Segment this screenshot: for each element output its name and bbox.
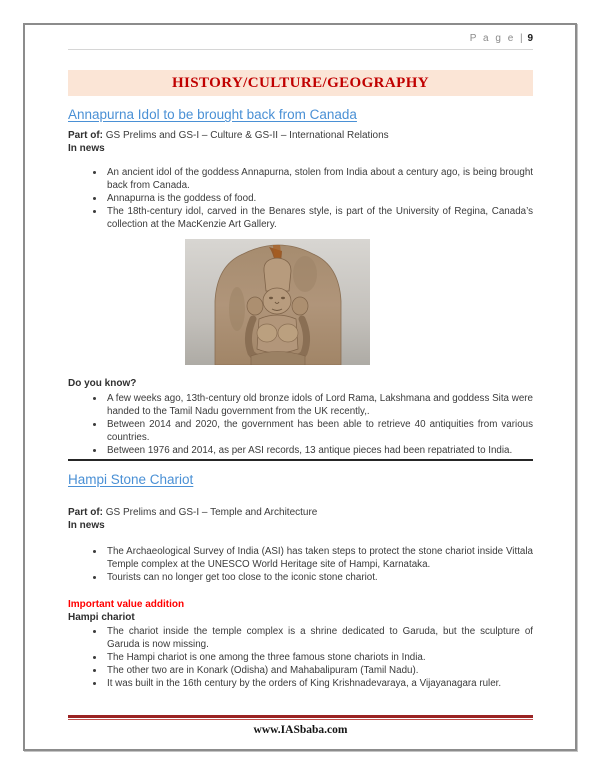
bullet-item: • The other two are in Konark (Odisha) and Mahabalipuram (Tamil Nadu). [105,664,533,677]
part-of-line [68,129,533,142]
bullet-item: • The Archaeological Survey of India (ASI) has taken steps to protect the stone chariot inside Vittala Temple complex at the UNESCO World Heritage site of Hampi, Karnataka. [105,545,533,571]
footer-website[interactable]: www.IASbaba.com [253,724,348,736]
do-you-know-bullet-list [68,392,533,457]
part-of-label: Part of: [68,507,103,518]
part-of-text: GS Prelims and GS-I – Temple and Architecture [103,507,318,518]
in-news-label: In news [68,520,105,531]
page-footer [68,715,533,736]
value-addition-bullet-list [68,625,533,690]
footer-rule-thick [68,715,533,718]
category-banner [68,70,533,96]
page-label: P a g e | [469,33,525,44]
spacer [68,488,533,493]
bullet-item: • Tourists can no longer get too close to the iconic stone chariot. [105,571,533,584]
part-of-line [68,506,533,519]
bullet-item: • The Hampi chariot is one among the three famous stone chariots in India. [105,651,533,664]
bullet-item: • Between 2014 and 2020, the government has been able to retrieve 40 antiquities from various countries. [105,418,533,444]
part-of-label: Part of: [68,130,103,141]
page-content [68,25,533,690]
footer-rule-thin [68,719,533,720]
in-news-bullet-list [68,545,533,584]
bullet-item: • A few weeks ago, 13th-century old bronze idols of Lord Rama, Lakshmana and goddess Sita were handed to the Tamil Nadu government from the UK recently,. [105,392,533,418]
bullet-item: • Annapurna is the goddess of food. [105,192,533,205]
hampi-chariot-subheading: Hampi chariot [68,612,135,623]
important-value-addition-label: Important value addition [68,599,185,610]
bullet-item: • The 18th-century idol, carved in the Benares style, is part of the University of Regina, Canada’s collection at the MacKenzie Art Gallery. [105,205,533,231]
bullet-item: • Between 1976 and 2014, as per ASI records, 13 antique pieces had been repatriated to India. [105,444,533,457]
bullet-item: • An ancient idol of the goddess Annapurna, stolen from India about a century ago, is being brought back from Canada. [105,166,533,192]
section-divider-line [68,459,533,461]
category-banner-title: HISTORY/CULTURE/GEOGRAPHY [171,75,430,91]
section-heading-hampi[interactable]: Hampi Stone Chariot [68,472,194,487]
in-news-label: In news [68,143,105,154]
page-header [68,25,533,50]
section-heading-annapurna[interactable]: Annapurna Idol to be brought back from Canada [68,107,357,122]
page-number: 9 [527,33,533,44]
annapurna-idol-image [185,239,370,365]
bullet-item: • It was built in the 16th century by the orders of King Krishnadevaraya, a Vijayanagara ruler. [105,677,533,690]
in-news-bullet-list [68,166,533,231]
part-of-text: GS Prelims and GS-I – Culture & GS-II – International Relations [103,130,389,141]
bullet-item: • The chariot inside the temple complex is a shrine dedicated to Garuda, but the sculpture of Garuda is now missing. [105,625,533,651]
page-border [23,23,577,751]
do-you-know-label: Do you know? [68,378,137,389]
